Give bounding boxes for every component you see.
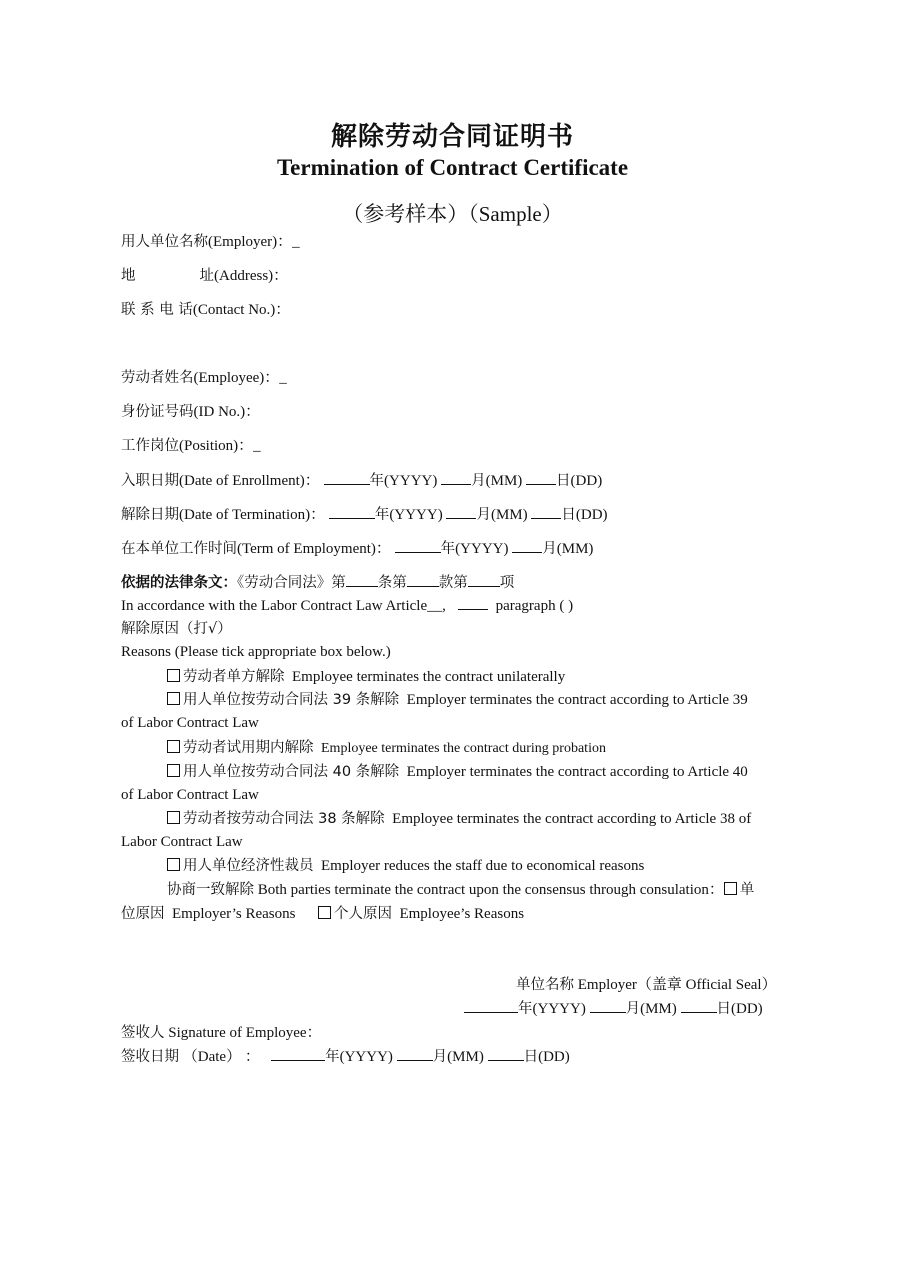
employer-name-line: 用人单位名称(Employer)：_ bbox=[121, 234, 300, 250]
employee-name-line: 劳动者姓名(Employee)：_ bbox=[121, 370, 287, 386]
consensus-option-continued: 位原因 Employer’s Reasons 个人原因 Employee’s Reasons bbox=[121, 906, 525, 922]
reason-option-4: 用人单位按劳动合同法 40 条解除 Employer terminates the contract according to Article 40 bbox=[167, 762, 748, 782]
sample-label: （参考样本）（Sample） bbox=[342, 202, 563, 226]
reason-option-5-continued: Labor Contract Law bbox=[121, 834, 243, 850]
termination-date-line: 解除日期(Date of Termination)： 年(YYYY) 月(MM) 日(DD) bbox=[121, 504, 608, 525]
checkbox[interactable] bbox=[167, 811, 180, 824]
contact-line: 联 系 电 话(Contact No.)： bbox=[121, 302, 291, 318]
checkbox[interactable] bbox=[167, 764, 180, 777]
reason-option-2: 用人单位按劳动合同法 39 条解除 Employer terminates the contract according to Article 39 bbox=[167, 690, 748, 710]
sign-date-line: 签收日期 （Date） ： 年(YYYY) 月(MM) 日(DD) bbox=[121, 1046, 570, 1067]
reason-option-1: 劳动者单方解除 Employee terminates the contract unilaterally bbox=[167, 667, 565, 687]
signature-line: 签收人 Signature of Employee： bbox=[121, 1025, 322, 1041]
legal-basis-zh-line: 依据的法律条文：《劳动合同法》第 条第 款第 项 bbox=[121, 572, 514, 593]
seal-date-line: 年(YYYY) 月(MM) 日(DD) bbox=[464, 998, 763, 1019]
reasons-en-heading: Reasons (Please tick appropriate box below.) bbox=[121, 644, 391, 660]
reason-option-4-continued: of Labor Contract Law bbox=[121, 787, 259, 803]
reasons-zh-heading: 解除原因（打√） bbox=[121, 621, 232, 637]
checkbox[interactable] bbox=[167, 669, 180, 682]
consensus-option: 协商一致解除 Both parties terminate the contract upon the consensus through consulation： 单 bbox=[167, 882, 755, 898]
title-english: Termination of Contract Certificate bbox=[276, 155, 629, 180]
checkbox[interactable] bbox=[167, 740, 180, 753]
reason-option-3: 劳动者试用期内解除 Employee terminates the contract during probation bbox=[167, 738, 606, 759]
checkbox[interactable] bbox=[167, 858, 180, 871]
reason-option-6: 用人单位经济性裁员 Employer reduces the staff due to economical reasons bbox=[167, 856, 644, 876]
reason-option-5: 劳动者按劳动合同法 38 条解除 Employee terminates the contract according to Article 38 of bbox=[167, 809, 751, 829]
address-line: 地 址(Address)： bbox=[121, 268, 289, 284]
enrollment-date-line: 入职日期(Date of Enrollment)： 年(YYYY) 月(MM) 日(DD) bbox=[121, 470, 602, 491]
checkbox[interactable] bbox=[167, 692, 180, 705]
reason-option-2-continued: of Labor Contract Law bbox=[121, 715, 259, 731]
id-number-line: 身份证号码(ID No.)： bbox=[121, 404, 261, 420]
title-chinese: 解除劳动合同证明书 bbox=[330, 122, 574, 152]
checkbox[interactable] bbox=[724, 882, 737, 895]
legal-basis-en-line: In accordance with the Labor Contract Law Article__, paragraph ( ) bbox=[121, 595, 573, 616]
term-of-employment-line: 在本单位工作时间(Term of Employment)： 年(YYYY) 月(MM) bbox=[121, 538, 593, 559]
employer-seal-line: 单位名称 Employer（盖章 Official Seal） bbox=[516, 977, 777, 993]
checkbox[interactable] bbox=[318, 906, 331, 919]
position-line: 工作岗位(Position)：_ bbox=[121, 438, 261, 454]
